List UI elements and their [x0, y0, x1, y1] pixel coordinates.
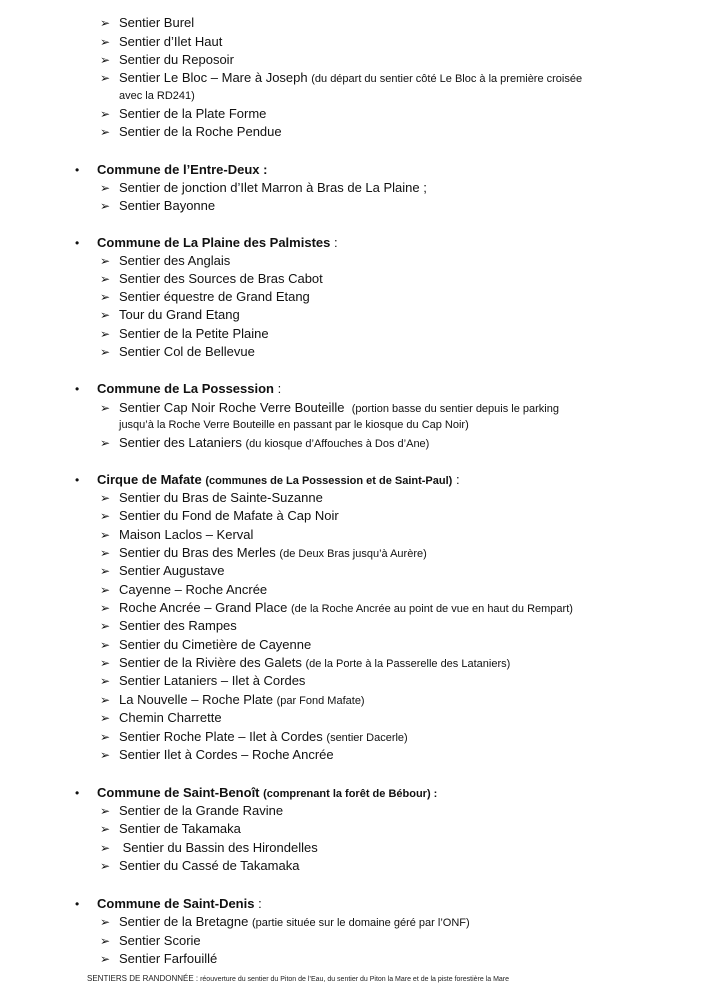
- arrow-bullet-icon: ➢: [100, 656, 111, 670]
- arrow-bullet-icon: ➢: [100, 290, 111, 304]
- arrow-bullet-icon: ➢: [100, 638, 111, 652]
- arrow-bullet-icon: ➢: [100, 125, 111, 139]
- arrow-bullet-icon: ➢: [100, 509, 111, 523]
- arrow-bullet-icon: ➢: [100, 841, 111, 855]
- arrow-bullet-icon: ➢: [100, 71, 111, 85]
- trail-name: Sentier Burel: [119, 15, 195, 30]
- footer-label: SENTIERS DE RANDONNÉE :: [87, 974, 199, 983]
- arrow-bullet-icon: ➢: [100, 859, 111, 873]
- trail-note: (par Fond Mafate): [276, 695, 365, 707]
- trail-name: Cayenne – Roche Ancrée: [119, 582, 268, 597]
- arrow-bullet-icon: ➢: [100, 693, 111, 707]
- arrow-bullet-icon: ➢: [100, 601, 111, 615]
- arrow-bullet-icon: ➢: [100, 583, 111, 597]
- trail-note: (sentier Dacerle): [326, 732, 408, 744]
- arrow-bullet-icon: ➢: [100, 35, 111, 49]
- bullet-icon: •: [75, 786, 80, 800]
- trail-name: Chemin Charrette: [119, 710, 222, 725]
- trail-name: Sentier Scorie: [119, 933, 201, 948]
- trail-note: (de Deux Bras jusqu’à Aurère): [279, 548, 427, 560]
- trail-name: Sentier Bayonne: [119, 198, 216, 213]
- arrow-bullet-icon: ➢: [100, 401, 111, 415]
- arrow-bullet-icon: ➢: [100, 934, 111, 948]
- trail-name: Sentier du Bras de Sainte-Suzanne: [119, 490, 323, 505]
- trail-name: Sentier de Takamaka: [119, 821, 241, 836]
- bullet-icon: •: [75, 382, 80, 396]
- bullet-icon: •: [75, 163, 80, 177]
- arrow-bullet-icon: ➢: [100, 491, 111, 505]
- arrow-bullet-icon: ➢: [100, 804, 111, 818]
- arrow-bullet-icon: ➢: [100, 308, 111, 322]
- arrow-bullet-icon: ➢: [100, 674, 111, 688]
- trail-name: Sentier du Bras des Merles: [119, 545, 276, 560]
- bullet-icon: •: [75, 897, 80, 911]
- trail-note: (de la Roche Ancrée au point de vue en haut du Rempart): [291, 603, 573, 615]
- arrow-bullet-icon: ➢: [100, 730, 111, 744]
- trail-note: (de la Porte à la Passerelle des Lataniers): [305, 658, 511, 670]
- trail-name: Sentier de la Petite Plaine: [119, 326, 269, 341]
- bullet-icon: •: [75, 473, 80, 487]
- trail-name: Sentier des Rampes: [119, 618, 237, 633]
- trail-name: Sentier d’Ilet Haut: [119, 34, 223, 49]
- trail-name: Sentier Lataniers – Ilet à Cordes: [119, 673, 306, 688]
- document-page: ➢ Sentier Burel ➢ Sentier d’Ilet Haut ➢ Sentier du Reposoir ➢ Sentier Le Bloc – Mare à Joseph (du départ du sentier côté Le Bloc à la première croisée avec la RD241) ➢ Sentier de la Plate Forme ➢ Sentier de la Roche Pendue • Commune de l’Entre-Deux : ➢ Sentier de jonction d’Ilet Marron à Bras de La Plaine ; ➢ Sentier Bayonne • Commune de La Plaine des Palmistes : ➢ Sentier des Anglais ➢ Sentier des Sources de Bras Cabot ➢ Sentier équestre de Grand Etang ➢ Tour du Grand Etang ➢ Sentier de la Petite Plaine ➢ Sentier Col de Bellevue • Commune de La Possession : ➢ Sentier Cap Noir Roche Verre Bouteille (portion basse du sentier depuis le parking jusqu’à la Roche Verre Bouteille en passant par le kiosque du Cap Noir) ➢ Sentier des Lataniers (du kiosque d’Affouches à Dos d’Ane) • Cirque de Mafate (communes de La Possession et de Saint-Paul) : ➢ Sentier du Bras de Sainte-Suzanne ➢ Sentier du Fond de Mafate à Cap Noir ➢ Maison Laclos – Kerval ➢ Sentier du Bras des Merles (de Deux Bras jusqu’à Aurère) ➢ Sentier Augustave ➢ Cayenne – Roche Ancrée ➢ Roche Ancrée – Grand Place (de la Roche Ancrée au point de vue en haut du Rempart) ➢ Sentier des Rampes ➢ Sentier du Cimetière de Cayenne ➢ Sentier de la Rivière des Galets (de la Porte à la Passerelle des Lataniers) ➢ Sentier Lataniers – Ilet à Cordes ➢ La Nouvelle – Roche Plate (par Fond Mafate) ➢ Chemin Charrette ➢ Sentier Roche Plate – Ilet à Cordes (sentier Dacerle) ➢ Sentier Ilet à Cordes – Roche Ancrée • Commune de Saint-Benoît (comprenant la forêt de Bébour) : ➢ Sentier de la Grande Ravine ➢ Sentier de Takamaka ➢ Sentier du Bassin des Hirondelles ➢ Sentier du Cassé de Takamaka • Commune de Saint-Denis : ➢ Sentier de la Bretagne (partie située sur le domaine géré par l’ONF) ➢ Sentier Scorie ➢ Sentier Farfouillé SENTIERS DE RANDONNÉE : réouverture du sentier du Piton de l’Eau, du sentier du Piton la Mare et de la piste forestière la Mare: [0, 0, 705, 999]
- arrow-bullet-icon: ➢: [100, 327, 111, 341]
- arrow-bullet-icon: ➢: [100, 254, 111, 268]
- trail-name: Sentier Col de Bellevue: [119, 344, 255, 359]
- arrow-bullet-icon: ➢: [100, 272, 111, 286]
- trail-name: Tour du Grand Etang: [119, 307, 240, 322]
- trail-name: Sentier de la Roche Pendue: [119, 124, 282, 139]
- trail-name: Sentier Ilet à Cordes – Roche Ancrée: [119, 747, 334, 762]
- trail-note: (portion basse du sentier depuis le parking: [351, 403, 559, 415]
- trail-name: Sentier de la Rivière des Galets: [119, 655, 302, 670]
- trail-name: Sentier des Lataniers: [119, 435, 242, 450]
- arrow-bullet-icon: ➢: [100, 528, 111, 542]
- trail-name: Sentier Roche Plate – Ilet à Cordes: [119, 729, 323, 744]
- trail-name: Sentier du Fond de Mafate à Cap Noir: [119, 508, 339, 523]
- trail-note: (du départ du sentier côté Le Bloc à la première croisée: [311, 73, 583, 85]
- trail-name: Sentier de la Bretagne: [119, 914, 249, 929]
- trail-name: Sentier Cap Noir Roche Verre Bouteille: [119, 400, 345, 415]
- trail-name: Maison Laclos – Kerval: [119, 527, 254, 542]
- arrow-bullet-icon: ➢: [100, 952, 111, 966]
- trail-name: Sentier de jonction d’Ilet Marron à Bras de La Plaine ;: [119, 180, 427, 195]
- trail-name: Sentier des Anglais: [119, 253, 231, 268]
- arrow-bullet-icon: ➢: [100, 711, 111, 725]
- trail-name: Roche Ancrée – Grand Place: [119, 600, 288, 615]
- footer-text: réouverture du sentier du Piton de l’Eau, du sentier du Piton la Mare et de la piste forestière la Mare: [198, 976, 510, 983]
- arrow-bullet-icon: ➢: [100, 546, 111, 560]
- trail-name: Sentier de la Plate Forme: [119, 106, 267, 121]
- trail-note-continued: avec la RD241): [119, 90, 195, 102]
- arrow-bullet-icon: ➢: [100, 822, 111, 836]
- arrow-bullet-icon: ➢: [100, 53, 111, 67]
- trail-name: Sentier de la Grande Ravine: [119, 803, 284, 818]
- trail-name: Sentier du Bassin des Hirondelles: [119, 840, 318, 855]
- arrow-bullet-icon: ➢: [100, 748, 111, 762]
- trail-name: La Nouvelle – Roche Plate: [119, 692, 273, 707]
- trail-name: Sentier équestre de Grand Etang: [119, 289, 310, 304]
- trail-name: Sentier du Cimetière de Cayenne: [119, 637, 312, 652]
- arrow-bullet-icon: ➢: [100, 181, 111, 195]
- arrow-bullet-icon: ➢: [100, 436, 111, 450]
- arrow-bullet-icon: ➢: [100, 564, 111, 578]
- bullet-icon: •: [75, 236, 80, 250]
- trail-name: Sentier Augustave: [119, 563, 225, 578]
- arrow-bullet-icon: ➢: [100, 345, 111, 359]
- arrow-bullet-icon: ➢: [100, 107, 111, 121]
- arrow-bullet-icon: ➢: [100, 915, 111, 929]
- arrow-bullet-icon: ➢: [100, 619, 111, 633]
- trail-name: Sentier Farfouillé: [119, 951, 218, 966]
- page-footer: [87, 973, 509, 986]
- arrow-bullet-icon: ➢: [100, 16, 111, 30]
- trail-note: (partie située sur le domaine géré par l’ONF): [252, 917, 470, 929]
- trail-name: Sentier Le Bloc – Mare à Joseph: [119, 70, 308, 85]
- trail-name: Sentier du Reposoir: [119, 52, 234, 67]
- arrow-bullet-icon: ➢: [100, 199, 111, 213]
- trail-name: Sentier du Cassé de Takamaka: [119, 858, 300, 873]
- trail-note-continued: jusqu’à la Roche Verre Bouteille en passant par le kiosque du Cap Noir): [119, 419, 469, 431]
- trail-note: (du kiosque d’Affouches à Dos d’Ane): [245, 438, 430, 450]
- trail-name: Sentier des Sources de Bras Cabot: [119, 271, 323, 286]
